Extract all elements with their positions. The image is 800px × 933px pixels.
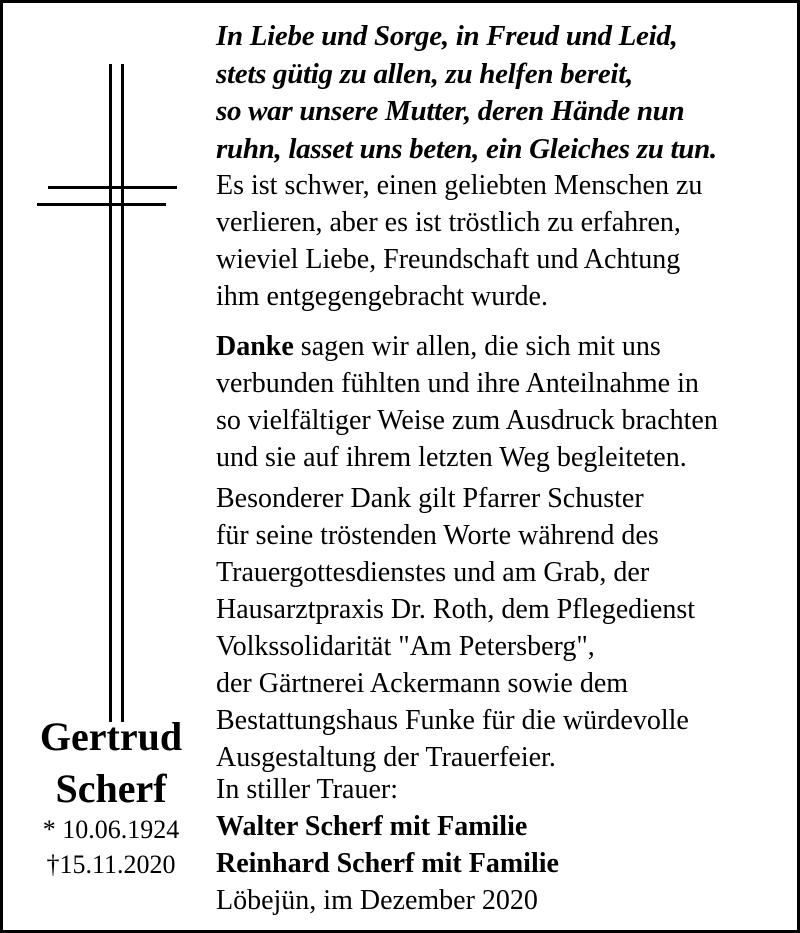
cross-horizontal-line — [48, 186, 177, 189]
thanks-text: sagen wir allen, die sich mit uns verbunden fühlten und ihre Anteilnahme in so vielfältiger Weise zum Ausdruck brachten und sie auf ihrem letzten Weg begleiteten. — [216, 331, 718, 473]
mourning-block — [216, 771, 796, 882]
thanks-lead: Danke — [216, 331, 294, 362]
paragraph-special-thanks: Besonderer Dank gilt Pfarrer Schuster für seine tröstenden Worte während des Trauergottesdienstes und am Grab, der Hausarztpraxis Dr. Roth, dem Pflegedienst Volkssolidarität "Am Petersberg", der Gärtnerei Ackermann sowie dem Bestattungshaus Funke für die würdevolle Ausgestaltung der Trauerfeier. — [216, 483, 696, 773]
cross-vertical-line — [109, 64, 112, 722]
cross-horizontal-line — [37, 203, 166, 206]
signer: Walter Scherf mit Familie — [216, 811, 528, 842]
deceased-last-name: Scherf — [55, 766, 167, 811]
deceased-first-name: Gertrud — [39, 714, 183, 759]
birth-date: * 10.06.1924 — [42, 815, 180, 844]
poem: In Liebe und Sorge, in Freud und Leid, stets gütig zu allen, zu helfen bereit, so war unsere Mutter, deren Hände nun ruhn, lasset uns beten, ein Gleiches zu tun. — [216, 20, 717, 165]
mourning-intro: In stiller Trauer: — [216, 774, 398, 805]
paragraph-thanks — [216, 328, 796, 476]
death-date: †15.11.2020 — [46, 850, 176, 879]
place-date: Löbejün, im Dezember 2020 — [216, 885, 538, 916]
signer: Reinhard Scherf mit Familie — [216, 848, 559, 879]
cross-vertical-line — [121, 64, 124, 722]
paragraph-loss: Es ist schwer, einen geliebten Menschen zu verlieren, aber es ist tröstlich zu erfahren, wieviel Liebe, Freundschaft und Achtung ihm entgegengebracht wurde. — [216, 170, 703, 312]
